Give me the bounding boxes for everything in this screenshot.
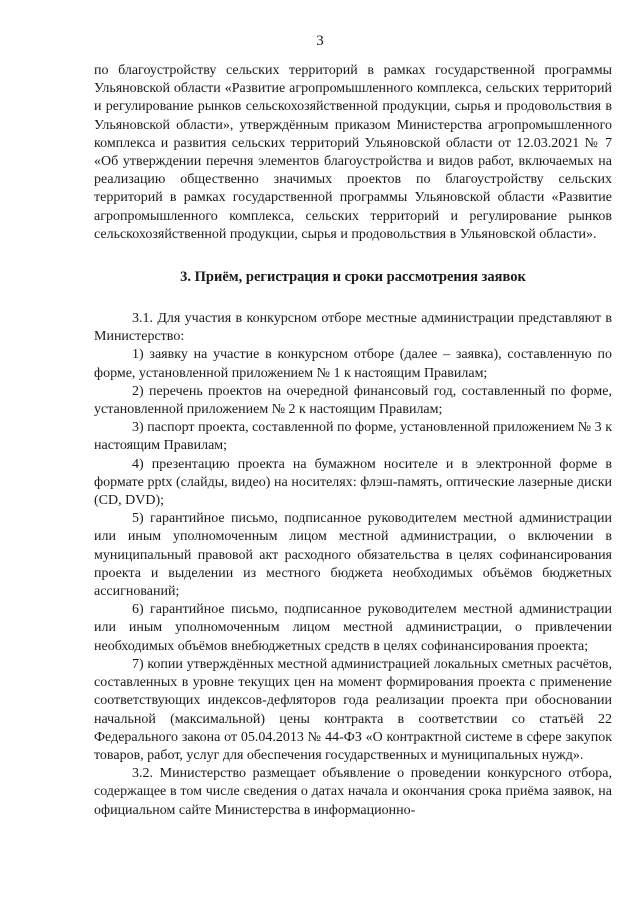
page-number: 3 [316, 33, 324, 49]
intro-paragraph: по благоустройству сельских территорий в рамках государственной программы Ульяновской области «Развитие агропромышленного комплекса, сельских территорий и регулирование рынков сельскохозяйственной продукции, сырья и продовольствия в Ульяновской области», утверждённым приказом Министерства агропромышленного комплекса и развития сельских территорий Ульяновской области от 12.03.2021 № 7 «Об утверждении перечня элементов благоустройства и видов работ, включаемых на реализацию общественно значимых проектов по благоустройству сельских территорий в рамках государственной программы Ульяновской области «Развитие агропромышленного комплекса, сельских территорий и регулирование рынков сельскохозяйственной продукции, сырья и продовольствия в Ульяновской области». [94, 63, 612, 242]
document-body [94, 62, 612, 820]
list-item-6: 6) гарантийное письмо, подписанное руководителем местной администрации или иным уполномоченным лицом местной администрации, о привлечении необходимых объёмов внебюджетных средств в целях софинансирования проекта; [94, 602, 612, 654]
clause-3-2: 3.2. Министерство размещает объявление о проведении конкурсного отбора, содержащее в том числе сведения о датах начала и окончания срока приёма заявок, на официальном сайте Министерства в информационно- [94, 766, 612, 818]
section-heading: 3. Приём, регистрация и сроки рассмотрения заявок [180, 269, 526, 286]
list-item-1: 1) заявку на участие в конкурсном отборе (далее – заявка), составленную по форме, установленной приложением № 1 к настоящим Правилам; [94, 347, 612, 381]
clause-3-1: 3.1. Для участия в конкурсном отборе местные администрации представляют в Министерство: [94, 311, 612, 345]
list-item-2: 2) перечень проектов на очередной финансовый год, составленный по форме, установленной приложением № 2 к настоящим Правилам; [94, 383, 612, 418]
list-item-5: 5) гарантийное письмо, подписанное руководителем местной администрации или иным уполномоченным лицом местной администрации, о включении в муниципальный правовой акт расходного обязательства в целях софинансирования проекта и выделении из местного бюджета необходимых объёмов бюджетных ассигнований; [94, 511, 612, 600]
list-item-4: 4) презентацию проекта на бумажном носителе и в электронной форме в формате pptx (слайды, видео) на носителях: флэш-память, оптические лазерные диски (CD, DVD); [94, 456, 612, 509]
list-item-3: 3) паспорт проекта, составленной по форме, установленной приложением № 3 к настоящим Правилам; [94, 420, 612, 454]
list-item-7: 7) копии утверждённых местной администрацией локальных сметных расчётов, составленных в уровне текущих цен на момент формирования проекта с применение соответствующих индексов-дефляторов года реализации проекта при обосновании начальной (максимальной) цены контракта в соответствии со статьёй 22 Федерального закона от 05.04.2013 № 44-ФЗ «О контрактной системе в сфере закупок товаров, работ, услуг для обеспечения государственных и муниципальных нужд». [94, 656, 612, 763]
